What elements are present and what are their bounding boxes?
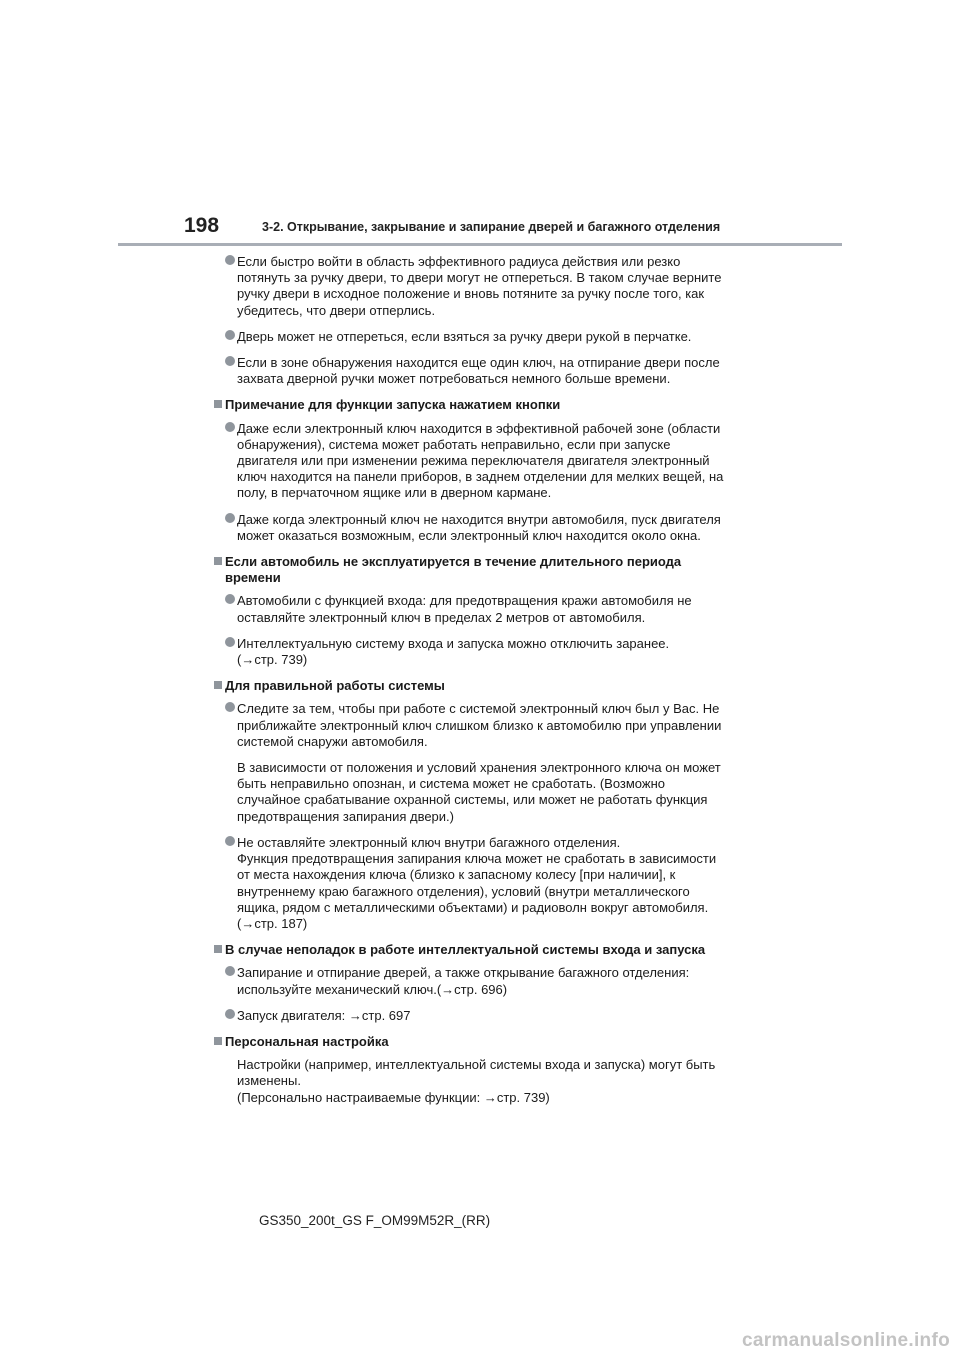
- text-line: быть неправильно опознан, и система может не сработать. (Возможно: [237, 776, 665, 792]
- text-line: Не оставляйте электронный ключ внутри багажного отделения.: [237, 834, 621, 850]
- page-number: 198: [184, 214, 220, 237]
- text-line: захвата дверной ручки может потребоваться немного больше времени.: [237, 371, 671, 387]
- heading-line: времени: [225, 570, 281, 586]
- bullet-icon: [225, 356, 235, 366]
- section-title: 3-2. Открывание, закрывание и запирание дверей и багажного отделения: [262, 220, 721, 234]
- text-line: от места нахождения ключа (близко к запасному колесу [при наличии], к: [237, 867, 676, 883]
- text-line: ящика, рядом с металлическими объектами) и радиоволн вокруг автомобиля.: [237, 899, 709, 915]
- text-line: Запирание и отпирание дверей, а также открывание багажного отделения:: [237, 965, 690, 981]
- bullet-item: [214, 254, 756, 319]
- page-content: [214, 254, 756, 1116]
- text-line: обнаружения), система может работать неправильно, если при запуске: [237, 436, 671, 452]
- text-line: изменены.: [237, 1073, 301, 1089]
- page-reference: (→стр. 187): [237, 915, 308, 931]
- section-heading: [214, 942, 756, 958]
- text-line: может оказаться возможным, если электронный ключ находится около окна.: [237, 527, 701, 543]
- bullet-icon: [225, 702, 235, 712]
- square-bullet-icon: [214, 1037, 222, 1045]
- text-line: внутреннему краю багажного отделения), условий (внутри металлического: [237, 883, 690, 899]
- bullet-icon: [225, 330, 235, 340]
- bullet-item: [214, 701, 756, 750]
- text-line: Запуск двигателя: →стр. 697: [237, 1007, 411, 1023]
- paragraph: [214, 760, 756, 825]
- header-divider: [118, 243, 842, 246]
- text-line: полу, в перчаточном ящике или в дверном кармане.: [237, 485, 552, 501]
- text-line: В зависимости от положения и условий хранения электронного ключа он может: [237, 760, 721, 776]
- text-line: Следите за тем, чтобы при работе с системой электронный ключ был у Вас. Не: [237, 701, 720, 717]
- bullet-item: [214, 421, 756, 502]
- text-line: оставляйте электронный ключ в пределах 2 метров от автомобиля.: [237, 609, 646, 625]
- text-line: (Персонально настраиваемые функции: →стр. 739): [237, 1089, 550, 1105]
- heading-line: В случае неполадок в работе интеллектуальной системы входа и запуска: [225, 942, 706, 958]
- text-line: Дверь может не отпереться, если взяться за ручку двери рукой в перчатке.: [237, 328, 692, 344]
- bullet-item: [214, 965, 756, 997]
- bullet-item: [214, 636, 756, 668]
- text-line: системой снаружи автомобиля.: [237, 733, 428, 749]
- bullet-icon: [225, 637, 235, 647]
- watermark: carmanualsonline.info: [742, 1330, 950, 1351]
- text-line: Если в зоне обнаружения находится еще один ключ, на отпирание двери после: [237, 355, 720, 371]
- text-line: Функция предотвращения запирания ключа может не сработать в зависимости: [237, 851, 717, 867]
- text-line: убедитесь, что двери отперлись.: [237, 302, 436, 318]
- square-bullet-icon: [214, 557, 222, 565]
- square-bullet-icon: [214, 681, 222, 689]
- square-bullet-icon: [214, 945, 222, 953]
- square-bullet-icon: [214, 400, 222, 408]
- bullet-icon: [225, 255, 235, 265]
- page-header: [0, 0, 960, 250]
- text-line: случайное срабатывание охранной системы, или может не работать функция: [237, 792, 708, 808]
- heading-line: Для правильной работы системы: [225, 678, 445, 694]
- bullet-icon: [225, 966, 235, 976]
- bullet-item: [214, 1008, 756, 1024]
- text-line: предотвращения запирания двери.): [237, 808, 454, 824]
- text-line: приближайте электронный ключ слишком близко к автомобилю при управлении: [237, 717, 722, 733]
- text-line: Даже если электронный ключ находится в эффективной рабочей зоне (области: [237, 420, 721, 436]
- bullet-icon: [225, 422, 235, 432]
- section-heading: [214, 678, 756, 694]
- bullet-item: [214, 835, 756, 932]
- section-heading: [214, 397, 756, 413]
- bullet-item: [214, 593, 756, 625]
- text-line: используйте механический ключ.(→стр. 696): [237, 981, 508, 997]
- text-line: потянуть за ручку двери, то двери могут не отпереться. В таком случае верните: [237, 270, 722, 286]
- text-line: двигателя или при изменении режима переключателя двигателя электронный: [237, 453, 710, 469]
- heading-line: Примечание для функции запуска нажатием кнопки: [225, 397, 561, 413]
- heading-line: Если автомобиль не эксплуатируется в течение длительного периода: [225, 554, 682, 570]
- text-line: Настройки (например, интеллектуальной системы входа и запуска) могут быть: [237, 1057, 716, 1073]
- section-heading: [214, 1034, 756, 1050]
- bullet-icon: [225, 594, 235, 604]
- text-line: ключ находится на панели приборов, в заднем отделении для мелких вещей, на: [237, 469, 724, 485]
- text-line: Даже когда электронный ключ не находится внутри автомобиля, пуск двигателя: [237, 511, 721, 527]
- bullet-item: [214, 329, 756, 345]
- bullet-item: [214, 355, 756, 387]
- text-line: Если быстро войти в область эффективного радиуса действия или резко: [237, 254, 681, 269]
- document-code: GS350_200t_GS F_OM99M52R_(RR): [259, 1213, 491, 1228]
- section-heading: [214, 554, 756, 586]
- bullet-item: [214, 512, 756, 544]
- bullet-icon: [225, 836, 235, 846]
- heading-line: Персональная настройка: [225, 1033, 389, 1049]
- bullet-icon: [225, 1009, 235, 1019]
- text-line: ручку двери в исходное положение и вновь потяните за ручку после того, как: [237, 286, 705, 302]
- text-line: Интеллектуальную систему входа и запуска можно отключить заранее.: [237, 635, 670, 651]
- bullet-icon: [225, 513, 235, 523]
- page-reference: (→стр. 739): [237, 652, 308, 668]
- text-line: Автомобили с функцией входа: для предотвращения кражи автомобиля не: [237, 593, 692, 609]
- paragraph: [214, 1057, 756, 1106]
